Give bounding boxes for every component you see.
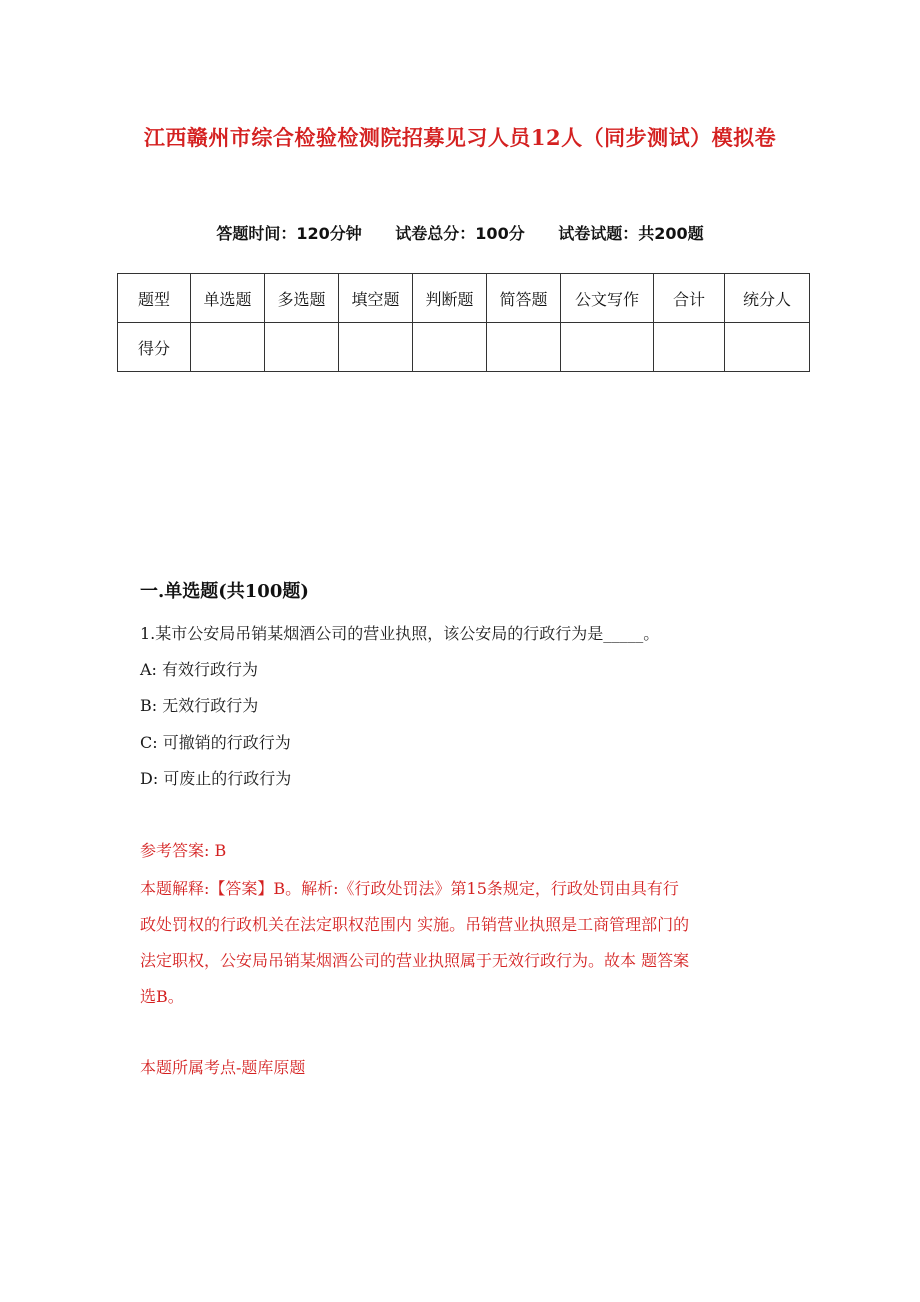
explanation-line: 政处罚权的行政机关在法定职权范围内 实施。吊销营业执照是工商管理部门的: [140, 915, 690, 934]
option-b: B: 无效行政行为: [140, 696, 259, 715]
option-d: D: 可废止的行政行为: [140, 769, 292, 788]
option-a: A: 有效行政行为: [140, 660, 259, 679]
header-cell-short: 简答题: [487, 274, 561, 323]
score-cell: [561, 323, 654, 372]
explanation-line: 选B。: [140, 987, 184, 1006]
question-stem: 1.某市公安局吊销某烟酒公司的营业执照，该公安局的行政行为是_____。: [140, 624, 660, 643]
section-title: 一.单选题(共100题): [140, 581, 309, 602]
score-cell: [339, 323, 413, 372]
header-cell-scorer: 统分人: [725, 274, 810, 323]
header-cell-writing: 公文写作: [561, 274, 654, 323]
option-c: C: 可撤销的行政行为: [140, 733, 291, 752]
page-title: 江西赣州市综合检验检测院招募见习人员12人（同步测试）模拟卷: [143, 125, 777, 150]
exam-time: 答题时间：120分钟: [216, 224, 362, 243]
score-cell: [487, 323, 561, 372]
header-cell-multi: 多选题: [265, 274, 339, 323]
score-table-header-row: [118, 274, 810, 323]
score-cell: [265, 323, 339, 372]
explanation-line: 法定职权，公安局吊销某烟酒公司的营业执照属于无效行政行为。故本 题答案: [140, 951, 690, 970]
header-cell-single: 单选题: [191, 274, 265, 323]
score-cell: [413, 323, 487, 372]
header-cell-total: 合计: [654, 274, 725, 323]
exam-total-score: 试卷总分：100分: [395, 224, 525, 243]
reference-answer: 参考答案: B: [140, 841, 227, 860]
answer-explanation: [140, 871, 790, 1015]
header-cell-type: 题型: [118, 274, 191, 323]
score-cell: [191, 323, 265, 372]
score-table-score-row: [118, 323, 810, 372]
explanation-line: 本题解释:【答案】B。解析:《行政处罚法》第15条规定，行政处罚由具有行: [140, 879, 679, 898]
header-cell-judge: 判断题: [413, 274, 487, 323]
exam-meta: [0, 221, 920, 244]
header-cell-fill: 填空题: [339, 274, 413, 323]
question-source: 本题所属考点-题库原题: [140, 1058, 306, 1077]
score-cell: [654, 323, 725, 372]
exam-question-count: 试卷试题：共200题: [558, 224, 704, 243]
score-table: [117, 273, 810, 372]
score-row-label: 得分: [118, 323, 191, 372]
score-cell: [725, 323, 810, 372]
